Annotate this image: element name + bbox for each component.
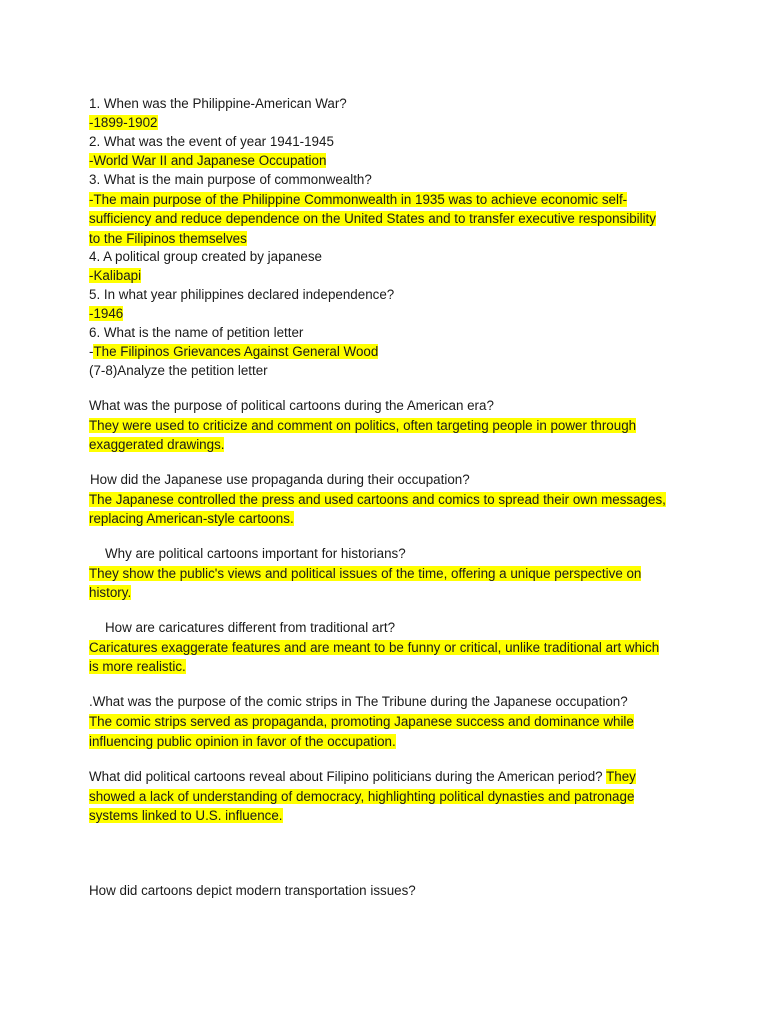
- qa-answer-5: The comic strips served as propaganda, promoting Japanese success and dominance while influencing public opinion in favor of the occupation.: [89, 713, 634, 749]
- qa-answer-3: They show the public's views and political issues of the time, offering a unique perspective on history.: [89, 565, 642, 601]
- document-page: [89, 95, 669, 901]
- qa-question-6: What did political cartoons reveal about Filipino politicians during the American period?: [89, 769, 603, 785]
- qa-question-1: What was the purpose of political cartoons during the American era?: [89, 397, 494, 413]
- answer-4: -Kalibapi: [89, 268, 142, 284]
- section-title: (7-8)Analyze the petition letter: [89, 362, 268, 378]
- question-6: 6. What is the name of petition letter: [89, 324, 304, 340]
- answer-3: -The main purpose of the Philippine Commonwealth in 1935 was to achieve economic self-sufficiency and reduce dependence on the United States and to transfer executive responsibility to the Filipinos themselves: [89, 191, 656, 246]
- qa-question-3: Why are political cartoons important for historians?: [105, 545, 406, 561]
- last-question: How did cartoons depict modern transportation issues?: [89, 882, 416, 898]
- question-3: 3. What is the main purpose of commonwealth?: [89, 171, 372, 187]
- answer-1: -1899-1902: [89, 114, 158, 130]
- qa-answer-1: They were used to criticize and comment on politics, often targeting people in power through exaggerated drawings.: [89, 417, 637, 453]
- answer-2: -World War II and Japanese Occupation: [89, 152, 327, 168]
- question-1: 1. When was the Philippine-American War?: [89, 96, 347, 111]
- answer-5: -1946: [89, 306, 124, 322]
- qa-question-2: How did the Japanese use propaganda during their occupation?: [90, 471, 470, 487]
- qa-answer-6: They showed a lack of understanding of democracy, highlighting political dynasties and patronage systems linked to U.S. influence.: [89, 769, 636, 824]
- question-4: 4. A political group created by japanese: [89, 249, 323, 265]
- qa-question-4: How are caricatures different from traditional art?: [105, 619, 396, 635]
- qa-block-6: [89, 767, 669, 826]
- answer-6: The Filipinos Grievances Against General Wood: [93, 343, 379, 359]
- qa-answer-2: The Japanese controlled the press and used cartoons and comics to spread their own messages, replacing American-style cartoons.: [89, 491, 666, 527]
- qa-answer-4: Caricatures exaggerate features and are meant to be funny or critical, unlike traditional art which is more realistic.: [89, 639, 660, 675]
- answer-6-prefix: -: [89, 343, 94, 359]
- question-2: 2. What was the event of year 1941-1945: [89, 133, 334, 149]
- qa-question-5: .What was the purpose of the comic strips in The Tribune during the Japanese occupation?: [89, 694, 628, 710]
- question-5: 5. In what year philippines declared independence?: [89, 287, 395, 303]
